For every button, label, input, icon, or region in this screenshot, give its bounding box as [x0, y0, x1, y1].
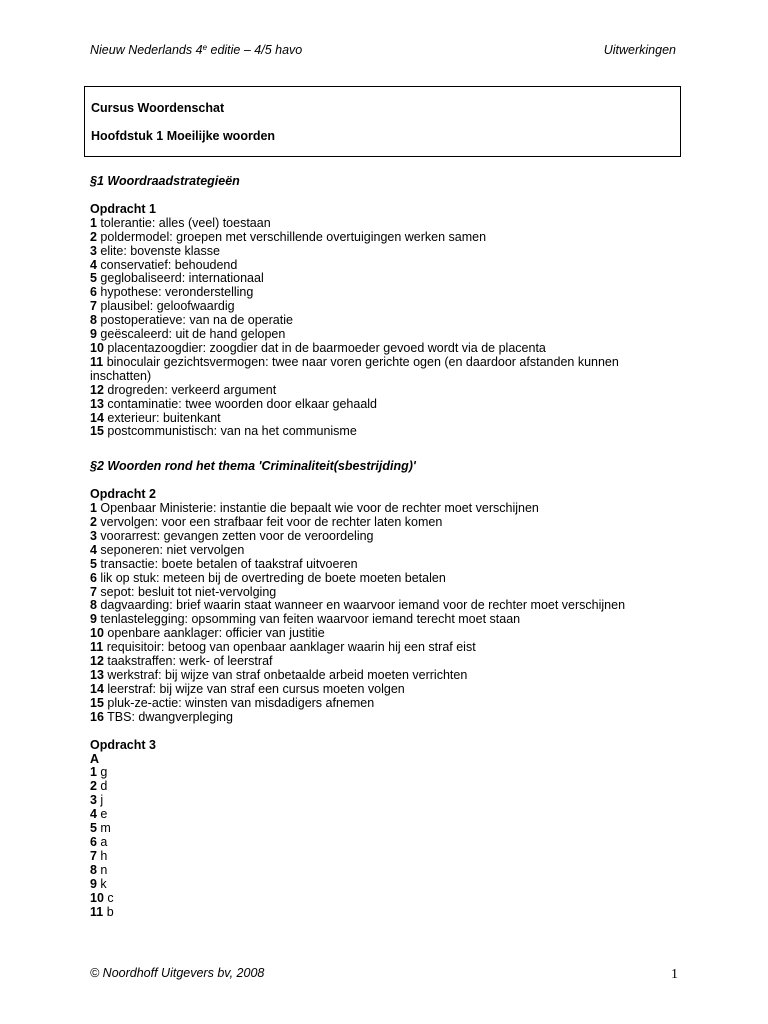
list-item [90, 766, 680, 780]
item-text: postcommunistisch: van na het communisme [103, 424, 357, 439]
item-text: elite: bovenste klasse [96, 243, 220, 258]
item-text: conservatief: behoudend [96, 257, 238, 272]
list-item [90, 669, 680, 683]
list-item [90, 356, 680, 384]
list-item [90, 697, 680, 711]
item-text: plausibel: geloofwaardig [96, 299, 235, 314]
list-item [90, 892, 680, 906]
item-text: leerstraf: bij wijze van straf een cursus moeten volgen [103, 681, 405, 696]
assignment-heading: Opdracht 1 [90, 201, 156, 216]
item-text: taakstraffen: werk- of leerstraf [103, 654, 273, 669]
item-number: 8 [90, 598, 97, 613]
section-heading: §2 Woorden rond het thema 'Criminaliteit(sbestrijding)' [90, 459, 416, 474]
item-text: poldermodel: groepen met verschillende overtuigingen werken samen [96, 229, 487, 244]
item-text: tolerantie: alles (veel) toestaan [96, 215, 271, 230]
list-item [90, 530, 680, 544]
item-number: 6 [90, 285, 97, 300]
item-number: 1 [90, 501, 97, 516]
list-item [90, 906, 680, 920]
item-text: sepot: besluit tot niet-vervolging [96, 584, 277, 599]
item-number: 8 [90, 862, 97, 877]
item-number: 7 [90, 299, 97, 314]
item-text: h [96, 848, 108, 863]
item-number: 5 [90, 821, 97, 836]
item-text: geglobaliseerd: internationaal [96, 271, 264, 286]
header-edition: editie – 4/5 havo [207, 43, 303, 57]
item-text: hypothese: veronderstelling [96, 285, 254, 300]
item-number: 14 [90, 681, 104, 696]
item-number: 14 [90, 410, 104, 425]
item-number: 4 [90, 807, 97, 822]
item-text: j [96, 793, 104, 808]
list-item [90, 850, 680, 864]
item-text: requisitoir: betoog van openbaar aanklager waarin hij een straf eist [103, 640, 476, 655]
item-number: 6 [90, 570, 97, 585]
item-text: drogreden: verkeerd argument [103, 382, 277, 397]
list-item [90, 558, 680, 572]
answer-list [90, 502, 680, 725]
running-header-left [90, 43, 302, 57]
assignment-heading: Opdracht 3 [90, 737, 156, 752]
assignment-heading: Opdracht 2 [90, 487, 156, 502]
list-item [90, 272, 680, 286]
list-item [90, 627, 680, 641]
item-text: b [103, 904, 114, 919]
list-item [90, 384, 680, 398]
item-text: n [96, 862, 108, 877]
list-item [90, 613, 680, 627]
page-number: 1 [671, 967, 678, 982]
list-item [90, 780, 680, 794]
list-item [90, 878, 680, 892]
item-number: 11 [90, 904, 104, 919]
item-text: dagvaarding: brief waarin staat wanneer en waarvoor iemand voor de rechter moet verschijnen [96, 598, 626, 613]
item-number: 1 [90, 215, 97, 230]
list-item [90, 655, 680, 669]
item-text: seponeren: niet vervolgen [96, 542, 245, 557]
item-number: 5 [90, 271, 97, 286]
course-title: Cursus Woordenschat [91, 101, 225, 115]
list-item [90, 586, 680, 600]
item-number: 13 [90, 396, 104, 411]
list-item [90, 314, 680, 328]
item-text: m [96, 821, 111, 836]
item-text: geëscaleerd: uit de hand gelopen [96, 327, 286, 342]
chapter-title: Hoofdstuk 1 Moeilijke woorden [91, 129, 276, 143]
item-number: 1 [90, 765, 97, 780]
item-number: 6 [90, 834, 97, 849]
list-item [90, 286, 680, 300]
list-item [90, 864, 680, 878]
list-item [90, 425, 680, 439]
item-number: 9 [90, 327, 97, 342]
item-number: 2 [90, 229, 97, 244]
list-item [90, 794, 680, 808]
item-number: 11 [90, 640, 104, 655]
item-number: 3 [90, 243, 97, 258]
list-item [90, 808, 680, 822]
item-text: contaminatie: twee woorden door elkaar gehaald [103, 396, 377, 411]
title-box [84, 86, 681, 157]
item-text: k [96, 876, 107, 891]
item-number: 16 [90, 709, 104, 724]
list-item [90, 544, 680, 558]
item-text: pluk-ze-actie: winsten van misdadigers afnemen [103, 695, 375, 710]
list-item [90, 599, 680, 613]
answer-list [90, 217, 680, 440]
item-text: openbare aanklager: officier van justitie [103, 626, 325, 641]
subpart-label: A [90, 751, 100, 766]
item-text: e [96, 807, 108, 822]
item-text: c [103, 890, 114, 905]
item-number: 12 [90, 654, 104, 669]
list-item [90, 412, 680, 426]
list-item [90, 300, 680, 314]
answer-list [90, 766, 680, 919]
item-number: 7 [90, 848, 97, 863]
item-text: voorarrest: gevangen zetten voor de veroordeling [96, 528, 374, 543]
document-body [90, 175, 680, 919]
list-item [90, 231, 680, 245]
list-item [90, 572, 680, 586]
list-item [90, 711, 680, 725]
header-superscript: e [202, 43, 208, 52]
item-number: 12 [90, 382, 104, 397]
list-item [90, 683, 680, 697]
item-number: 9 [90, 612, 97, 627]
item-text: transactie: boete betalen of taakstraf uitvoeren [96, 556, 358, 571]
list-item [90, 398, 680, 412]
list-item [90, 822, 680, 836]
item-text: placentazoogdier: zoogdier dat in de baarmoeder gevoed wordt via de placenta [103, 340, 546, 355]
item-text: werkstraf: bij wijze van straf onbetaalde arbeid moeten verrichten [103, 668, 468, 682]
list-item [90, 516, 680, 530]
section-heading: §1 Woordraadstrategieën [90, 174, 240, 188]
list-item [90, 502, 680, 516]
item-number: 11 [90, 354, 104, 369]
item-number: 10 [90, 890, 104, 905]
list-item [90, 259, 680, 273]
item-number: 7 [90, 584, 97, 599]
item-number: 15 [90, 424, 104, 439]
item-text: TBS: dwangverpleging [103, 709, 233, 724]
item-text: a [96, 834, 108, 849]
list-item [90, 342, 680, 356]
item-number: 8 [90, 313, 97, 328]
item-number: 9 [90, 876, 97, 891]
item-number: 4 [90, 257, 97, 272]
item-text: Openbaar Ministerie: instantie die bepaalt wie voor de rechter moet verschijnen [96, 501, 539, 516]
list-item [90, 836, 680, 850]
item-text: binoculair gezichtsvermogen: twee naar voren gerichte ogen (en daardoor afstanden kunnen inschatten) [90, 354, 619, 383]
item-text: vervolgen: voor een strafbaar feit voor de rechter laten komen [96, 515, 443, 530]
item-number: 5 [90, 556, 97, 571]
item-number: 13 [90, 668, 104, 682]
item-text: exterieur: buitenkant [103, 410, 221, 425]
item-number: 10 [90, 340, 104, 355]
item-text: lik op stuk: meteen bij de overtreding de boete moeten betalen [96, 570, 446, 585]
item-number: 10 [90, 626, 104, 641]
item-number: 3 [90, 793, 97, 808]
running-header-right: Uitwerkingen [603, 43, 676, 57]
item-number: 15 [90, 695, 104, 710]
item-text: g [96, 765, 108, 780]
item-number: 2 [90, 779, 97, 794]
item-number: 4 [90, 542, 97, 557]
item-text: postoperatieve: van na de operatie [96, 313, 293, 328]
item-text: tenlastelegging: opsomming van feiten waarvoor iemand terecht moet staan [96, 612, 521, 627]
list-item [90, 245, 680, 259]
item-number: 2 [90, 515, 97, 530]
list-item [90, 641, 680, 655]
list-item [90, 217, 680, 231]
list-item [90, 328, 680, 342]
header-title: Nieuw Nederlands 4 [90, 43, 203, 57]
item-number: 3 [90, 528, 97, 543]
item-text: d [96, 779, 108, 794]
copyright-footer: © Noordhoff Uitgevers bv, 2008 [90, 966, 265, 980]
